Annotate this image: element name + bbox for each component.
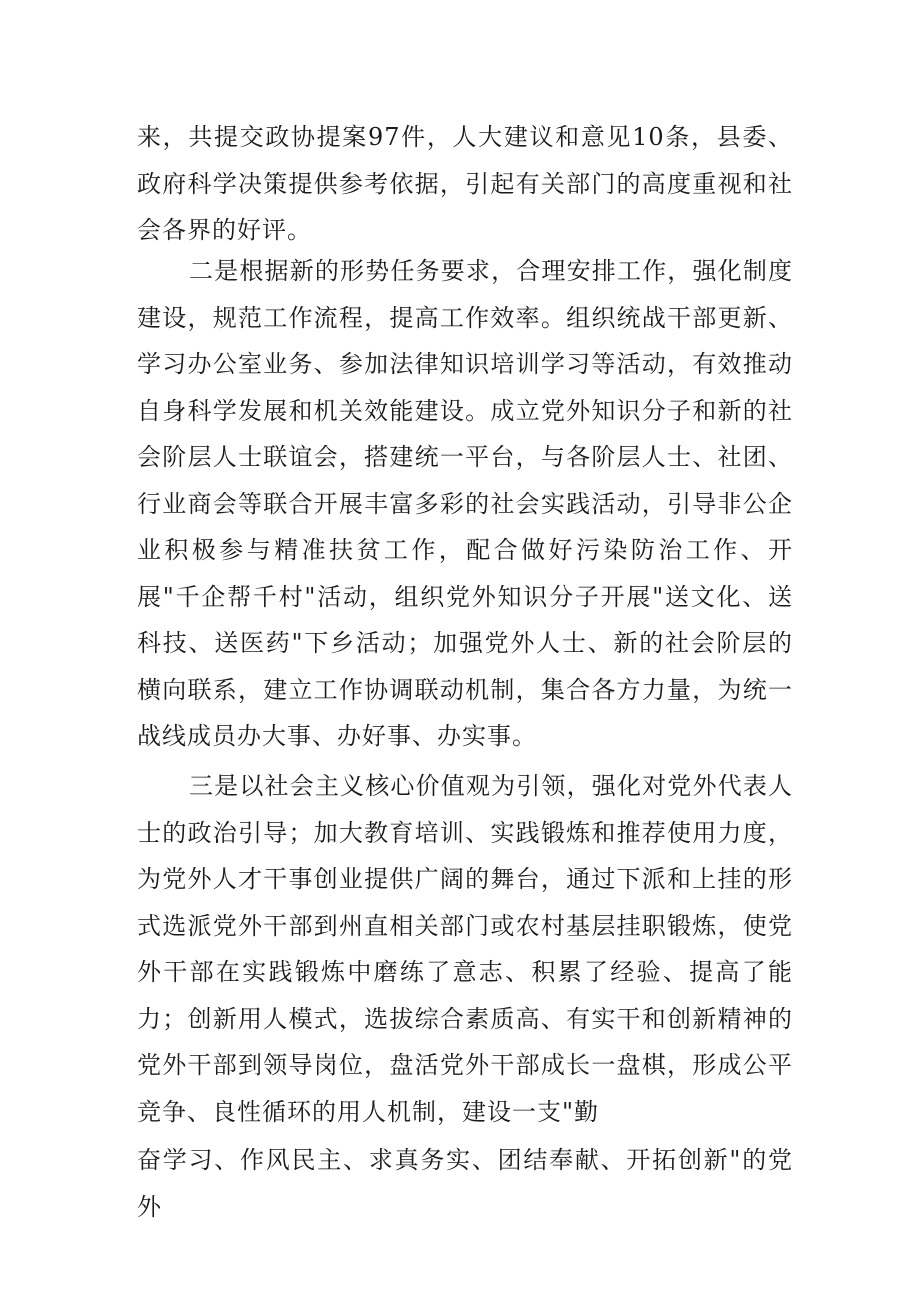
paragraph-text: 奋学习、作风民主、求真务实、团结奉献、开拓创新"的党外 (137, 1146, 793, 1221)
paragraph-continuation (137, 114, 793, 254)
paragraph-three (137, 763, 793, 1135)
paragraph-text: 来，共提交政协提案97件，人大建议和意见10条，县委、政府科学决策提供参考依据，引起有关部门的高度重视和社会各界的好评。 (137, 123, 793, 244)
paragraph-text: 二是根据新的形势任务要求，合理安排工作，强化制度建设，规范工作流程，提高工作效率。组织统战干部更新、学习办公室业务、参加法律知识培训学习等活动，有效推动自身科学发展和机关效能建设。成立党外知识分子和新的社会阶层人士联谊会，搭建统一平台，与各阶层人士、社团、行业商会等联合开展丰富多彩的社会实践活动，引导非公企业积极参与精准扶贫工作，配合做好污染防治工作、开展"千企帮千村"活动，组织党外知识分子开展"送文化、送科技、送医药"下乡活动；加强党外人士、新的社会阶层的横向联系，建立工作协调联动机制，集合各方力量，为统一战线成员办大事、办好事、办实事。 (137, 257, 793, 750)
paragraph-two (137, 248, 793, 760)
paragraph-text: 三是以社会主义核心价值观为引领，强化对党外代表人士的政治引导；加大教育培训、实践锻炼和推荐使用力度，为党外人才干事创业提供广阔的舞台，通过下派和上挂的形式选派党外干部到州直相关部门或农村基层挂职锻炼，使党外干部在实践锻炼中磨练了意志、积累了经验、提高了能力；创新用人模式，选拔综合素质高、有实干和创新精神的党外干部到领导岗位，盘活党外干部成长一盘棋，形成公平竞争、良性循环的用人机制，建设一支"勤 (137, 772, 793, 1126)
paragraph-continuation-next (137, 1137, 793, 1230)
